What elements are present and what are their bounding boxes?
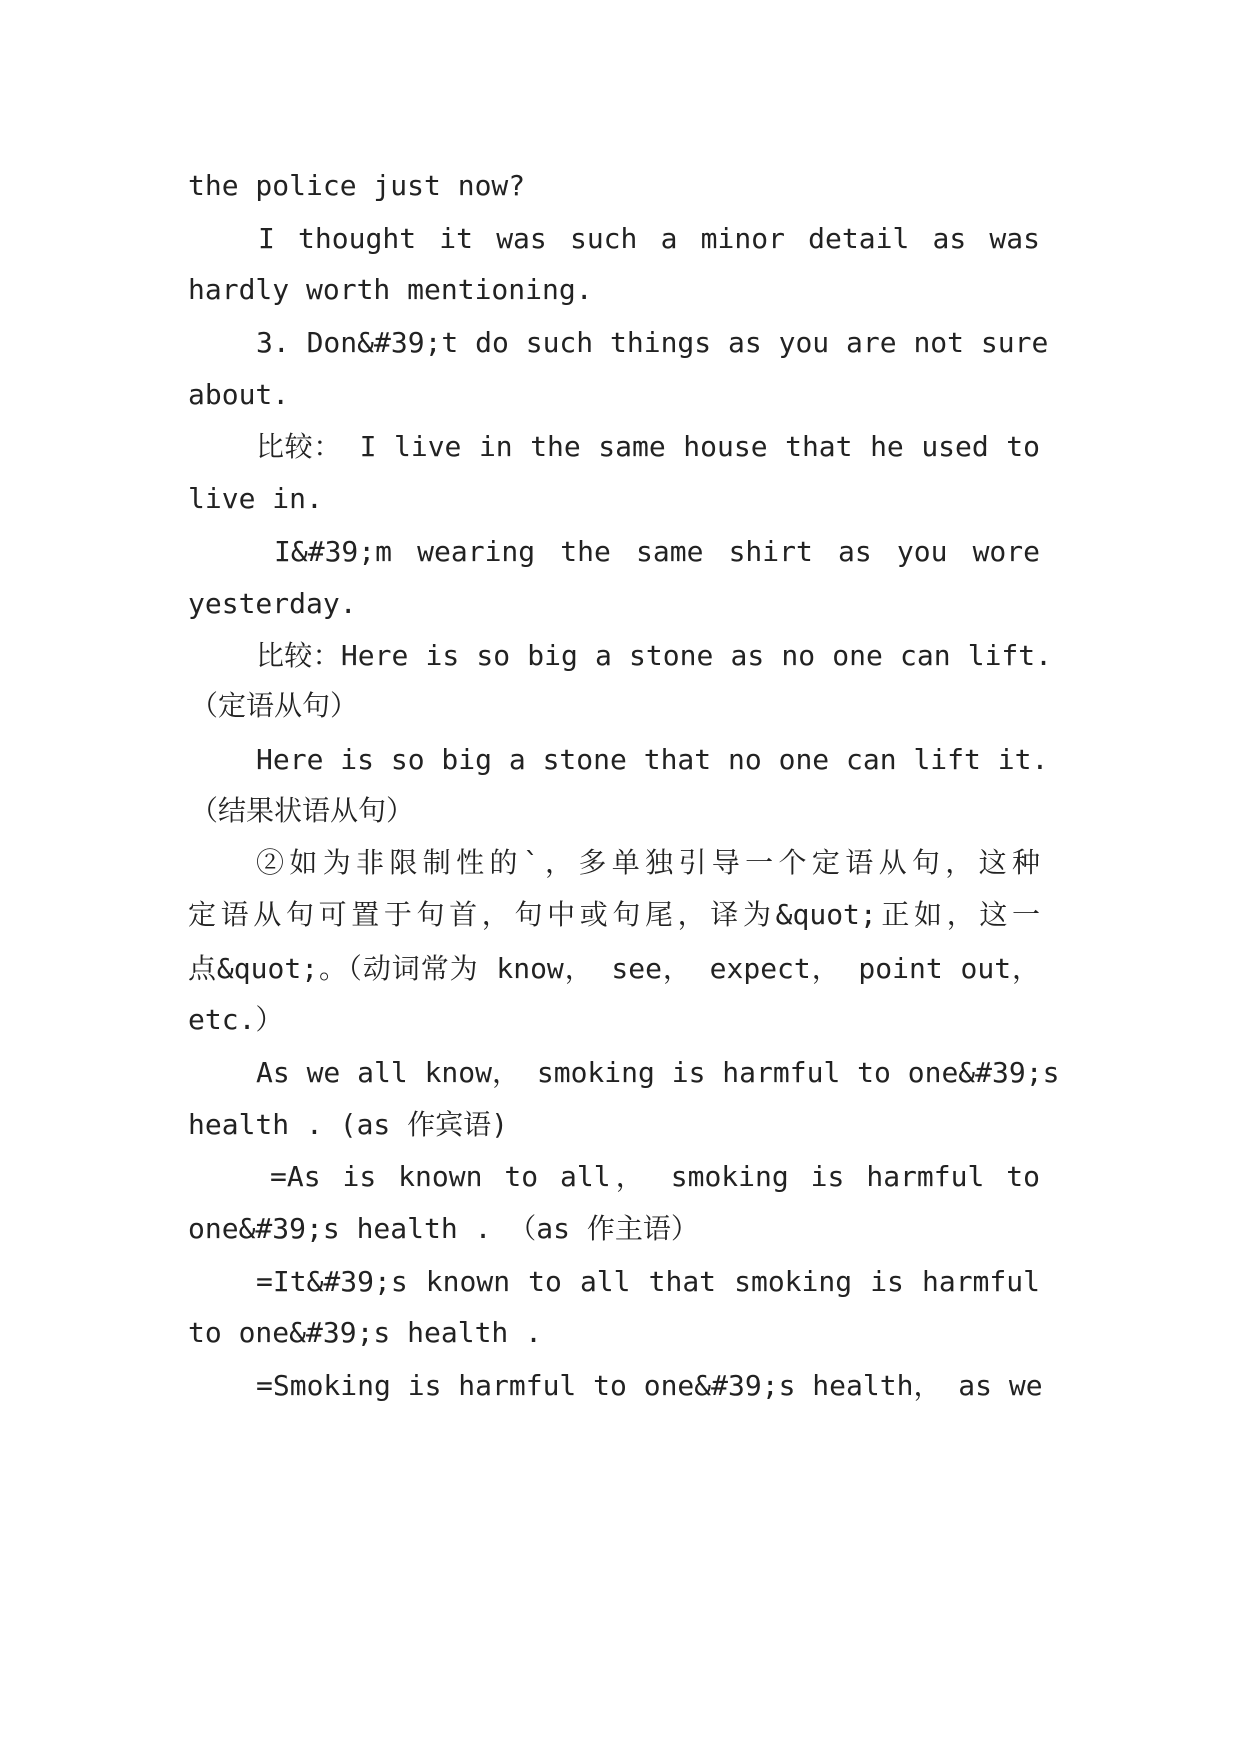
text-line: =Smoking is harmful to one&#39;s health， as we bbox=[256, 1369, 1043, 1402]
text-line: I&#39;m wearing the same shirt as you wore bbox=[274, 535, 1040, 568]
text-line: 比较： I live in the same house that he used to bbox=[256, 430, 1040, 463]
text-line: 点&quot;。（动词常为 know， see， expect， point out， bbox=[188, 952, 1040, 985]
text-line: live in. bbox=[188, 482, 323, 515]
text-line: As we all know， smoking is harmful to one&#39;s bbox=[256, 1056, 1060, 1089]
text-line: yesterday. bbox=[188, 587, 357, 620]
text-line: ②如为非限制性的`，多单独引导一个定语从句，这种 bbox=[256, 846, 1040, 879]
text-line: （结果状语从句） bbox=[190, 794, 415, 827]
text-line: Here is so big a stone that no one can lift it. bbox=[256, 743, 1049, 776]
text-line: I thought it was such a minor detail as was bbox=[258, 222, 1040, 255]
text-line: =It&#39;s known to all that smoking is harmful bbox=[256, 1265, 1040, 1298]
text-line: =As is known to all， smoking is harmful to bbox=[270, 1160, 1040, 1193]
text-line: （定语从句） bbox=[190, 689, 359, 722]
text-line: health . (as 作宾语) bbox=[188, 1108, 509, 1141]
text-line: to one&#39;s health . bbox=[188, 1316, 543, 1349]
text-line: about. bbox=[188, 378, 290, 411]
text-line: etc.） bbox=[188, 1003, 284, 1036]
text-line: hardly worth mentioning. bbox=[188, 273, 593, 306]
text-line: 3. Don&#39;t do such things as you are not sure bbox=[256, 326, 1049, 359]
text-line: the police just now? bbox=[188, 169, 526, 202]
text-line: one&#39;s health . （as 作主语） bbox=[188, 1212, 699, 1245]
text-line: 定语从句可置于句首，句中或句尾，译为&quot;正如，这一 bbox=[188, 898, 1040, 931]
text-line: 比较：Here is so big a stone as no one can lift. bbox=[256, 639, 1052, 672]
